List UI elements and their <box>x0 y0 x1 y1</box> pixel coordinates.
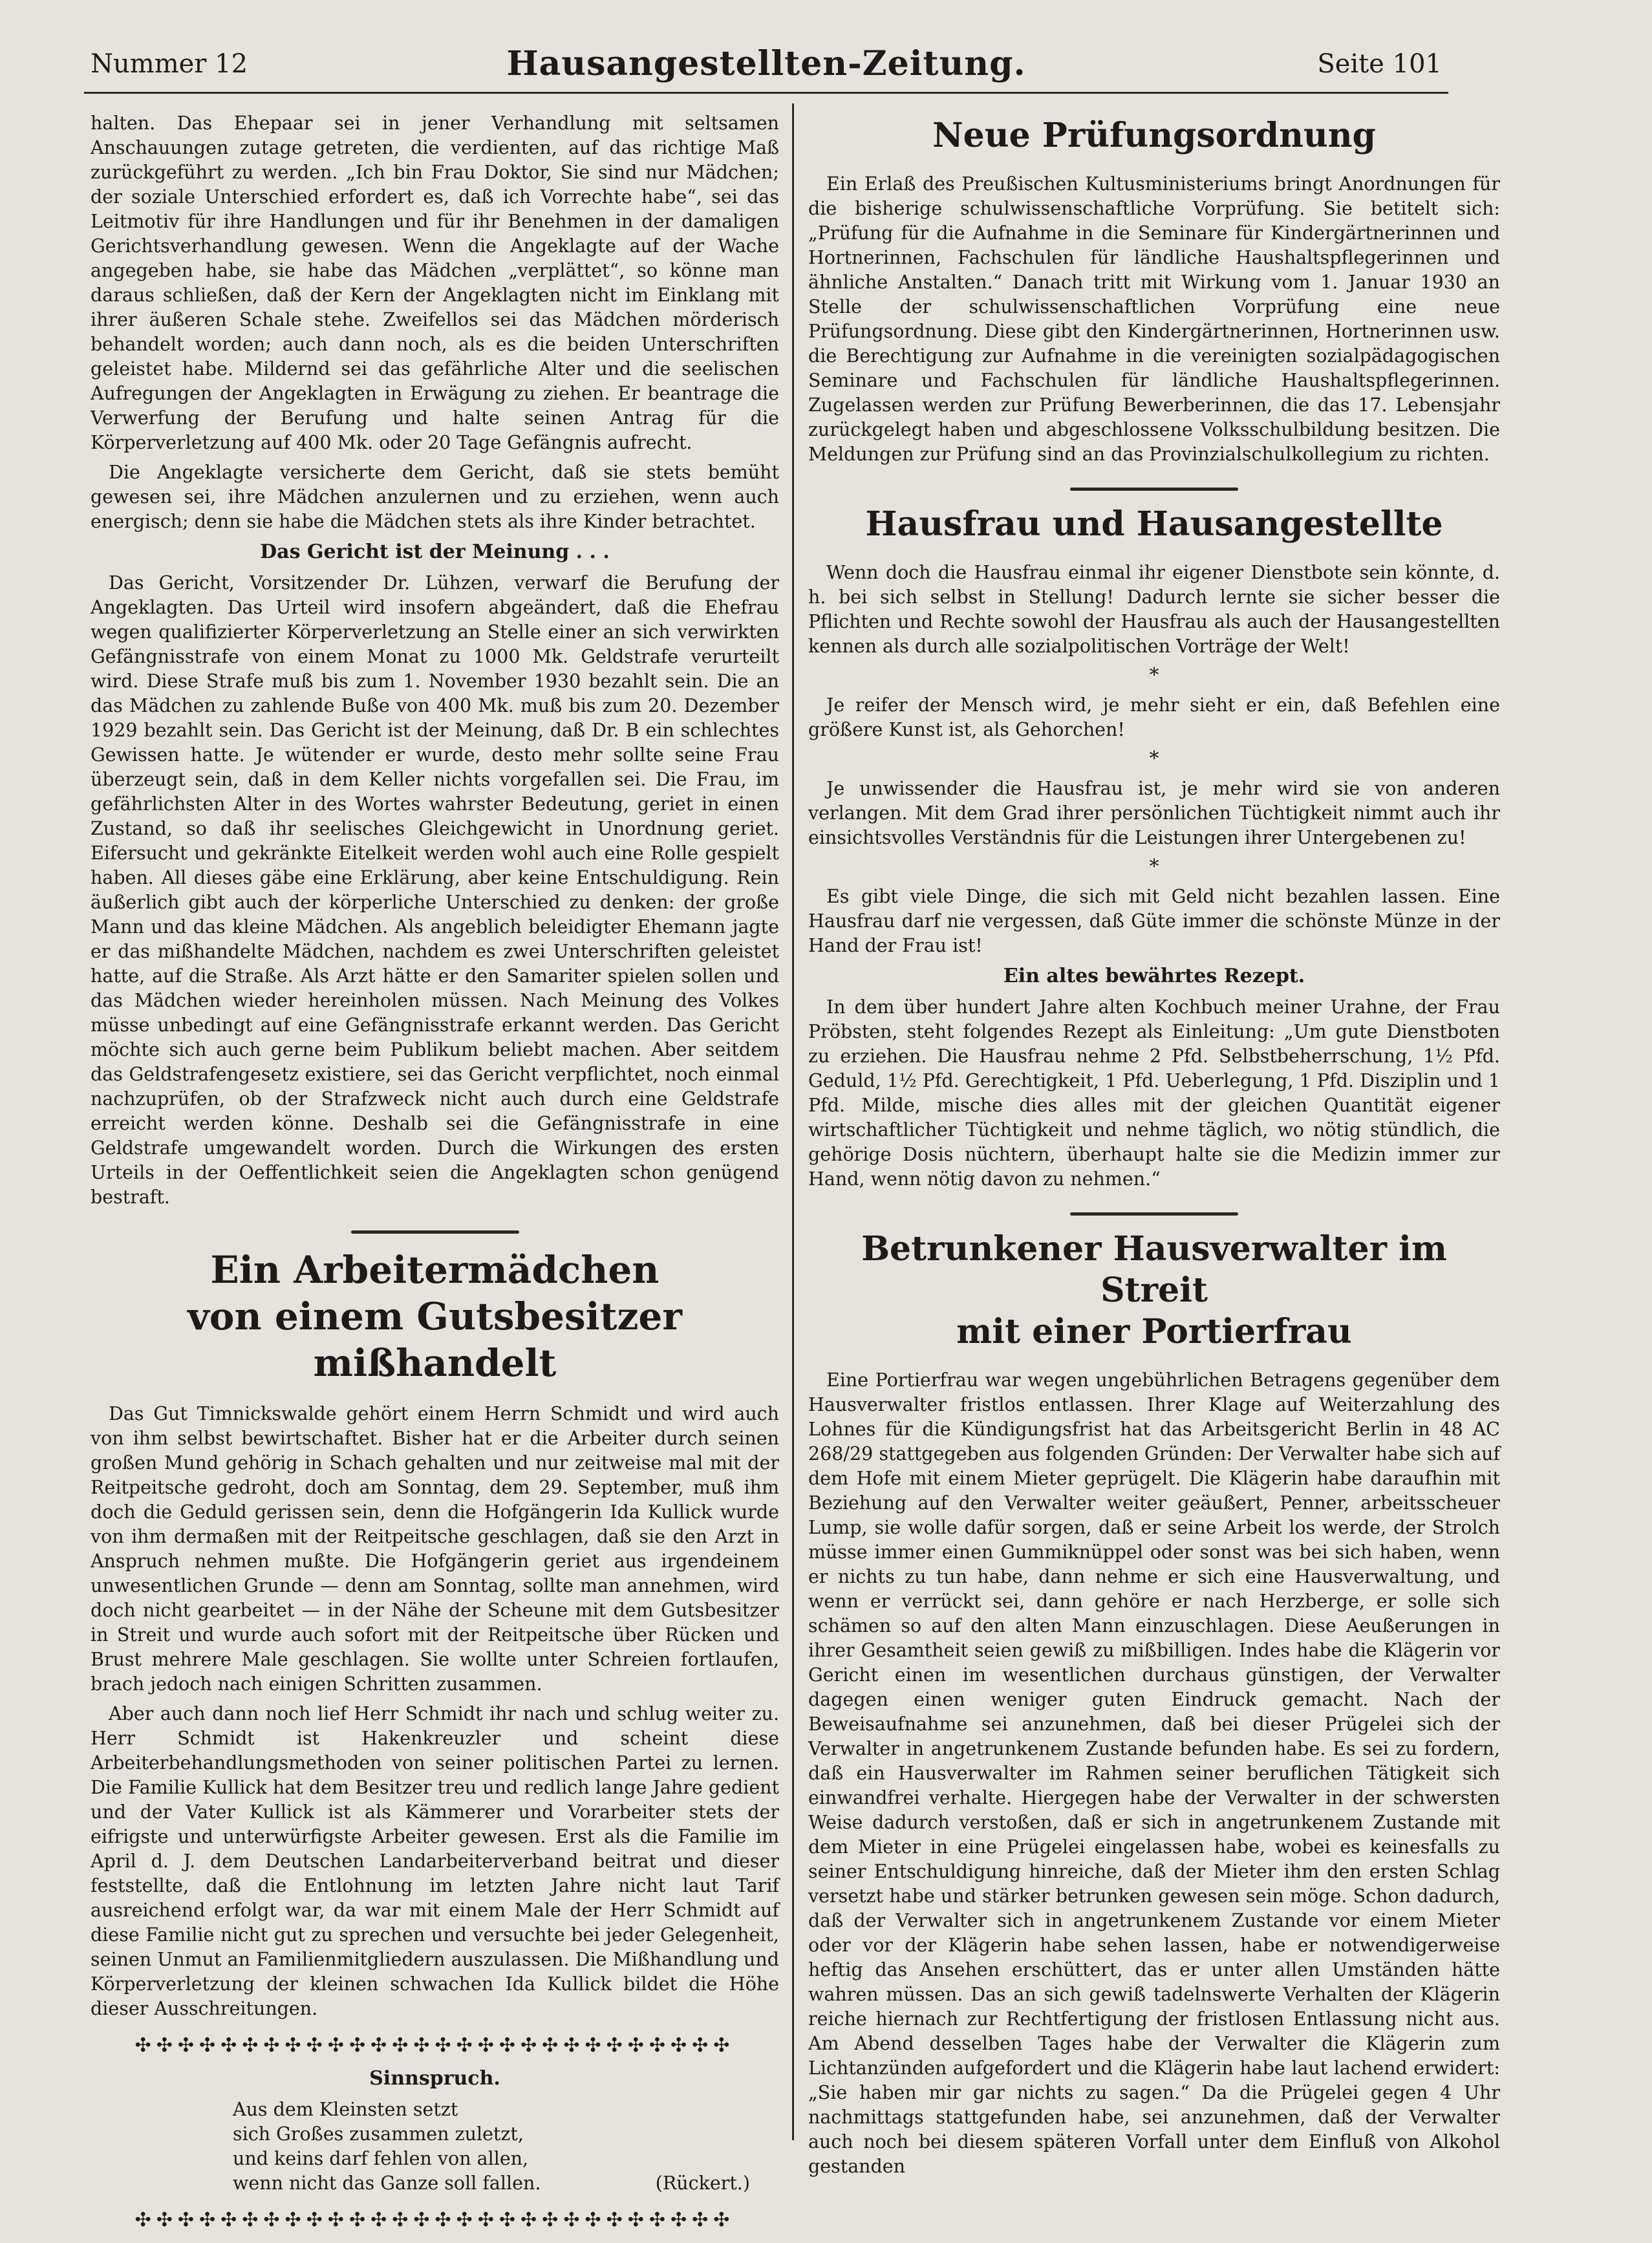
asterisk-divider: * <box>1149 855 1159 878</box>
article-paragraph-1: Das Gut Timnickswalde gehört einem Herrn Schmidt und wird auch von ihm selbst bewirtschaftet. Bisher hat er die Arbeiter durch seinen großen Mund gehörig in Schach gehalten und nur zeitweise mal mit der Reitpeitsche gedroht, doch am Sonntag, dem 29. September, muß ihm doch die Geduld gerissen sein, denn die Hofgängerin Ida Kullick wurde von ihm dermaßen mit der Reitpeitsche geschlagen, daß sie den Arzt in Anspruch nehmen mußte. Die Hofgängerin geriet aus irgendeinem unwesentlichen Grunde — denn am Sonntag, sollte man annehmen, wird doch nicht gearbeitet — in der Nähe der Scheune mit dem Gutsbesitzer in Streit und wurde auch sofort mit der Reitpeitsche über Rücken und Brust mehrere Male geschlagen. Sie wollte unter Schreien fortlaufen, brach jedoch nach einigen Schritten zusammen. <box>91 1403 779 1695</box>
issue-number: Nummer 12 <box>91 49 248 79</box>
headline-line-1: Betrunkener Hausverwalter im Streit <box>861 1229 1447 1310</box>
intro-paragraph-2: Die Angeklagte versicherte dem Gericht, daß sie stets bemüht gewesen sei, ihre Mädchen anzulernen und zu erziehen, wenn auch energisch; denn sie habe die Mädchen stets als ihre Kinder betrachtet. <box>91 462 779 532</box>
recipe-subheading: Ein altes bewährtes Rezept. <box>1003 965 1305 987</box>
left-column <box>91 111 779 2242</box>
section-rule <box>91 1224 779 1236</box>
hausfrau-paragraph-1: Wenn doch die Hausfrau einmal ihr eigener Dienstbote sein könnte, d. h. bei sich selbst in Stellung! Dadurch lernte sie sicher besser die Pflichten und Rechte sowohl der Hausfrau als auch der Hausangestellten kennen als durch alle sozialpolitischen Vorträge der Welt! <box>808 562 1500 657</box>
sinnspruch-heading: Sinnspruch. <box>369 2067 500 2090</box>
intro-paragraph-1: halten. Das Ehepaar sei in jener Verhandlung mit seltsamen Anschauungen zutage getreten, die verdienten, auf das richtige Maß zurückgeführt zu werden. „Ich bin Frau Doktor, Sie sind nur Mädchen; der soziale Unterschied erfordert es, daß ich Vorrechte habe“, sei das Leitmotiv für ihre Handlungen und für ihr Benehmen in der damaligen Gerichtsverhandlung gewesen. Wenn die Angeklagte auf der Wache angegeben habe, sie habe das Mädchen „verplättet“, so könne man daraus schließen, daß der Kern der Angeklagten nicht im Einklang mit ihrer äußeren Schale stehe. Zweifellos sei das Mädchen mörderisch behandelt worden; auch dann noch, als es die beiden Unterschriften geleistet habe. Mildernd sei das gefährliche Alter und die seelischen Aufregungen der Angeklagten in Erwägung zu ziehen. Er beantrage die Verwerfung der Berufung und halte seinen Antrag für die Körperverletzung auf 400 Mk. oder 20 Tage Gefängnis aufrecht. <box>91 113 779 453</box>
article-paragraph-2: Aber auch dann noch lief Herr Schmidt ihr nach und schlug weiter zu. Herr Schmidt ist Hakenkreuzler und scheint diese Arbeiterbehandlungsmethoden von seiner politischen Partei zu lernen. Die Familie Kullick hat dem Besitzer treu und redlich lange Jahre gedient und der Vater Kullick ist als Kämmerer und Vorarbeiter stets der eifrigste und unterwürfigste Arbeiter gewesen. Erst als die Familie im April d. J. dem Deutschen Landarbeiterverband beitrat und dieser feststellte, daß die Entlohnung im letzten Jahre nicht laut Tarif ausreichend erfolgt war, da war mit einem Male der Herr Schmidt auf diese Familie nicht gut zu sprechen und versuchte bei jeder Gelegenheit, seinen Unmut an Familienmitgliedern auszulassen. Die Mißhandlung und Körperverletzung der kleinen schwachen Ida Kullick bildet die Höhe dieser Ausschreitungen. <box>91 1703 779 2019</box>
hausfrau-paragraph-3: Je unwissender die Hausfrau ist, je mehr wird sie von anderen verlangen. Mit dem Grad ihrer persönlichen Tüchtigkeit nimmt auch ihr einsichtsvolles Verständnis für die Leistungen ihrer Untergebenen zu! <box>808 778 1500 848</box>
poem-line: sich Großes zusammen zuletzt, <box>233 2123 524 2145</box>
page-number: Seite 101 <box>1317 49 1442 79</box>
article-headline-hausfrau: Hausfrau und Hausangestellte <box>865 504 1443 544</box>
hausfrau-paragraph-2: Je reifer der Mensch wird, je mehr sieht er ein, daß Befehlen eine größere Kunst ist, als Gehorchen! <box>808 694 1500 740</box>
newspaper-title: Hausangestellten-Zeitung. <box>506 44 1026 83</box>
headline-line-2: von einem Gutsbesitzer mißhandelt <box>188 1294 682 1385</box>
court-subheading: Das Gericht ist der Meinung . . . <box>260 541 610 563</box>
right-column <box>808 111 1500 2184</box>
hausverwalter-paragraph: Eine Portierfrau war wegen ungebührlichen Betragens gegenüber dem Hausverwalter fristlos entlassen. Ihrer Klage auf Weiterzahlung des Lohnes für die Kündigungsfrist hat das Arbeitsgericht Berlin in 48 AC 268/29 stattgegeben aus folgenden Gründen: Der Verwalter habe sich auf dem Hofe mit einem Mieter geprügelt. Die Klägerin habe daraufhin mit Beziehung auf den Verwalter weiter geäußert, Penner, arbeitsscheuer Lump, sie wolle dafür sorgen, daß er seine Arbeit los werde, der Strolch müsse immer einen Gummiknüppel oder sonst was bei sich haben, wenn er nichts zu tun habe, dann nehme er sich eine Hausverwaltung, und wenn er verrückt sei, dann gehöre er nach Herzberge, er solle sich schämen so auf den alten Mann einzuschlagen. Diese Aeußerungen in ihrer Gesamtheit seien gewiß zu mißbilligen. Indes habe die Klägerin vor Gericht einen im wesentlichen durchaus günstigen, der Verwalter dagegen einen weniger guten Eindruck gemacht. Nach der Beweisaufnahme sei anzunehmen, daß bei dieser Prügelei sich der Verwalter in angetrunkenem Zustande befunden habe. Es sei zu fordern, daß ein Hausverwalter im Rahmen seiner beruflichen Tätigkeit sich einwandfrei verhalte. Hiergegen habe der Verwalter in der schwersten Weise dadurch verstoßen, daß er sich in angetrunkenem Zustande mit dem Mieter in eine Prügelei eingelassen habe, wobei es keinesfalls zu seiner Entschuldigung hinreiche, daß der Mieter ihm den ersten Schlag versetzt habe und stärker betrunken gewesen sein möge. Schon dadurch, daß der Verwalter sich in angetrunkenem Zustande vor einem Mieter oder vor der Klägerin habe sehen lassen, habe er notwendigerweise heftig das Ansehen erschüttert, das er unter allen Umständen hätte wahren müssen. Das an sich gewiß tadelnswerte Verhalten der Klägerin reiche hiernach zur Rechtfertigung der fristlosen Entlassung nicht aus. Am Abend desselben Tages habe der Verwalter die Klägerin zum Lichtanzünden aufgefordert und die Klägerin habe laut lachend erwidert: „Sie haben mir gar nichts zu sagen.“ Da die Prügelei gegen 4 Uhr nachmittags stattgefunden habe, sei anzunehmen, daß der Verwalter auch noch bei diesem späteren Vorfall unter dem Einfluß von Alkohol gestanden <box>808 1369 1501 2177</box>
section-rule <box>808 1206 1500 1218</box>
court-paragraph: Das Gericht, Vorsitzender Dr. Lühzen, verwarf die Berufung der Angeklagten. Das Urteil wird insofern abgeändert, daß die Ehefrau wegen qualifizierter Körperverletzung an Stelle einer an sich verwirkten Gefängnisstrafe von einem Monat zu 1000 Mk. Geldstrafe verurteilt wird. Diese Strafe muß bis zum 1. November 1930 bezahlt sein. Die an das Mädchen zu zahlende Buße von 400 Mk. muß bis zum 20. Dezember 1929 bezahlt sein. Das Gericht ist der Meinung, daß Dr. B ein schlechtes Gewissen hatte. Je wütender er wurde, desto mehr sollte seine Frau überzeugt sein, daß in dem Keller nichts vorgefallen sei. Die Frau, im gefährlichsten Alter in des Wortes wahrster Bedeutung, geriet in einen Zustand, so daß ihr seelisches Gleichgewicht in Unordnung geriet. Eifersucht und gekränkte Eitelkeit werden wohl auch eine Rolle gespielt haben. All dieses gäbe eine Erklärung, aber keine Entschuldigung. Rein äußerlich gibt auch der körperliche Unterschied zu denken: der große Mann und das kleine Mädchen. Als angeblich beleidigter Ehemann jagte er das mißhandelte Mädchen, nachdem es zwei Unterschriften geleistet hatte, auf die Straße. Als Arzt hätte er den Samariter spielen sollen und das Mädchen wieder hereinholen müssen. Nach Meinung des Volkes müsse unbedingt auf eine Gefängnisstrafe erkannt werden. Das Gericht möchte sich auch gerne beim Publikum beliebt machen. Aber seitdem das Geldstrafengesetz existiere, sei das Gericht verpflichtet, noch einmal nachzuprüfen, ob der Strafzweck nicht auch durch eine Geldstrafe erreicht werden könne. Deshalb sei die Gefängnisstrafe in eine Geldstrafe umgewandelt worden. Durch die Wirkungen des ersten Urteils in der Oeffentlichkeit seien die Angeklagten schon genügend bestraft. <box>91 572 779 1208</box>
headline-line-2: mit einer Portierfrau <box>956 1312 1352 1351</box>
headline-line-1: Ein Arbeitermädchen <box>210 1248 660 1292</box>
article-headline-hausverwalter <box>808 1229 1500 1353</box>
ornament-border-top: ✣✣✣✣✣✣✣✣✣✣✣✣✣✣✣✣✣✣✣✣✣✣✣✣✣✣✣✣ <box>134 2034 735 2057</box>
article-headline-workergirl <box>91 1247 779 1386</box>
asterisk-divider: * <box>1149 747 1159 770</box>
article-headline-exam: Neue Prüfungsordnung <box>932 116 1376 155</box>
column-divider <box>792 103 794 2140</box>
poem-line: und keins darf fehlen von allen, <box>233 2148 529 2169</box>
recipe-paragraph: In dem über hundert Jahre alten Kochbuch meiner Urahne, der Frau Pröbsten, steht folgendes Rezept als Einleitung: „Um gute Dienstboten zu erziehen. Die Hausfrau nehme 2 Pfd. Selbstbeherrschung, 1½ Pfd. Geduld, 1½ Pfd. Gerechtigkeit, 1 Pfd. Ueberlegung, 1 Pfd. Disziplin und 1 Pfd. Milde, mische dies alles mit der gleichen Quantität eigener wirtschaftlicher Tüchtigkeit und nehme täglich, wo nötig stündlich, die gehörige Dosis nüchtern, überhaupt halte sie die Medizin immer zur Hand, wenn nötig davon zu nehmen.“ <box>808 996 1500 1190</box>
hausfrau-paragraph-4: Es gibt viele Dinge, die sich mit Geld nicht bezahlen lassen. Eine Hausfrau darf nie vergessen, daß Güte immer die schönste Münze in der Hand der Frau ist! <box>808 886 1500 956</box>
poem-author: (Rückert.) <box>655 2173 750 2194</box>
poem <box>233 2098 750 2196</box>
ornament-border-bottom: ✣✣✣✣✣✣✣✣✣✣✣✣✣✣✣✣✣✣✣✣✣✣✣✣✣✣✣✣ <box>134 2209 735 2231</box>
poem-line: wenn nicht das Ganze soll fallen. <box>233 2173 541 2194</box>
exam-paragraph: Ein Erlaß des Preußischen Kultusministeriums bringt Anordnungen für die bisherige schulwissenschaftliche Vorprüfung. Sie betitelt sich: „Prüfung für die Aufnahme in die Seminare für Kindergärtnerinnen und Hortnerinnen, Fachschulen für ländliche Haushaltspflegerinnen und ähnliche Anstalten.“ Danach tritt mit Wirkung vom 1. Januar 1930 an Stelle der schulwissenschaftlichen Vorprüfung eine neue Prüfungsordnung. Diese gibt den Kindergärtnerinnen, Hortnerinnen usw. die Berechtigung zur Aufnahme in die vereinigten sozialpädagogischen Seminare und Fachschulen für ländliche Haushaltspflegerinnen. Zugelassen werden zur Prüfung Bewerberinnen, die das 17. Lebensjahr zurückgelegt haben und abgeschlossene Volksschulbildung besitzen. Die Meldungen zur Prüfung sind an das Provinzialschulkollegium zu richten. <box>808 173 1500 465</box>
poem-line: Aus dem Kleinsten setzt <box>233 2099 458 2120</box>
asterisk-divider: * <box>1149 664 1159 687</box>
section-rule <box>808 481 1500 493</box>
page-header <box>84 40 1448 94</box>
